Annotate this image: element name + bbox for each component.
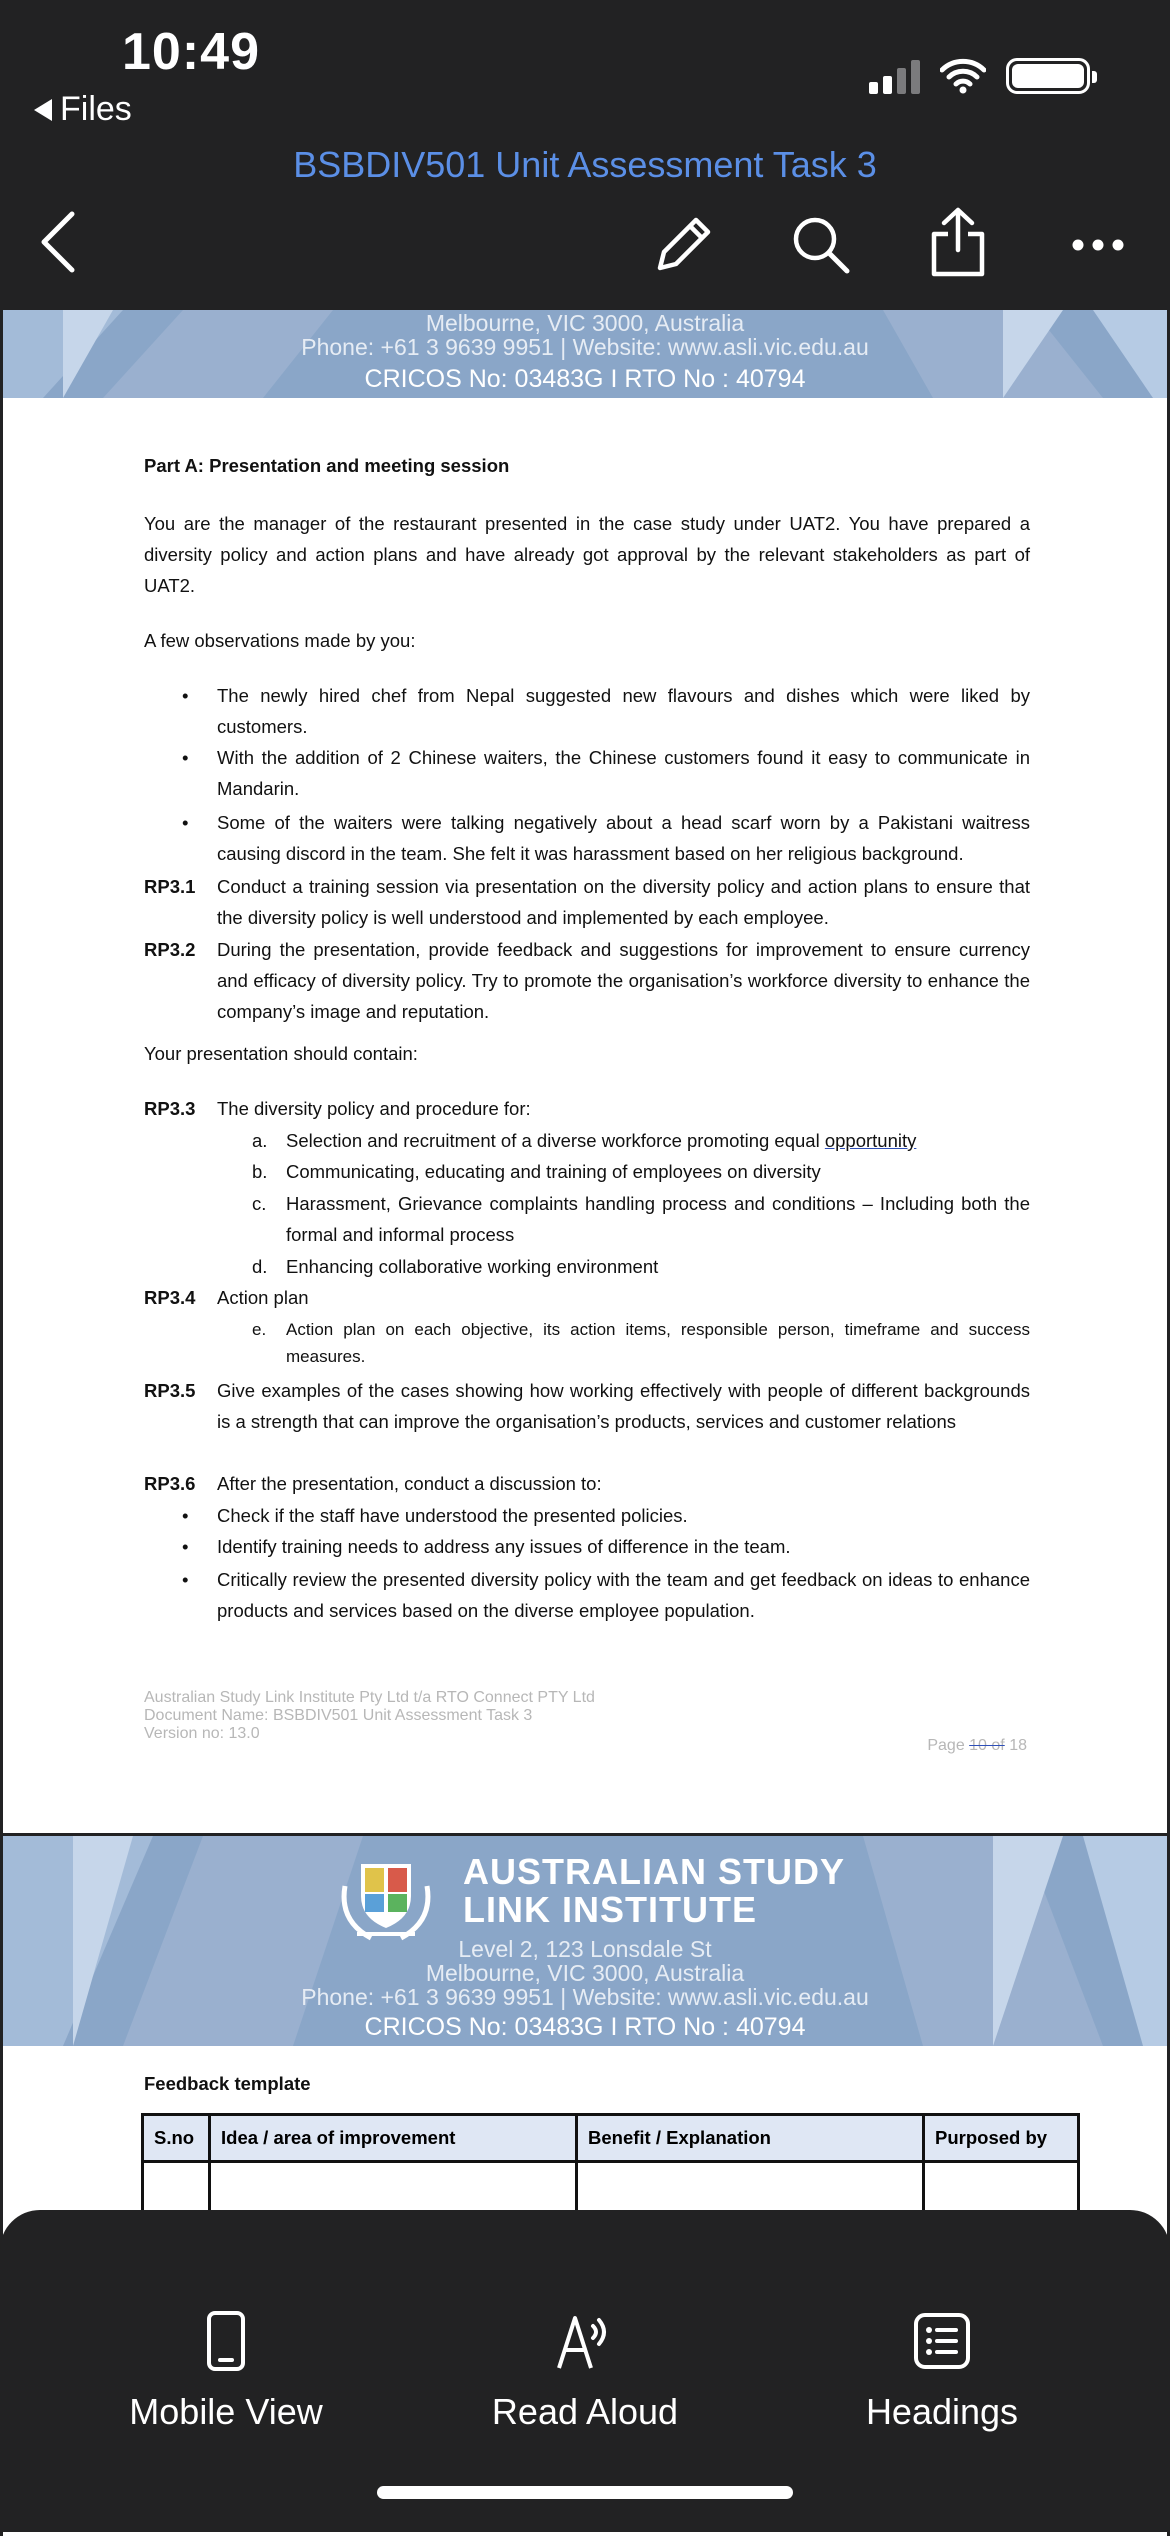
banner-cricos-line: CRICOS No: 03483G I RTO No : 40794 [364, 2013, 806, 2041]
back-triangle-icon [34, 99, 52, 121]
document-title: BSBDIV501 Unit Assessment Task 3 [293, 144, 877, 185]
mobile-view-button[interactable] [46, 2310, 406, 2433]
pencil-icon[interactable] [652, 212, 716, 276]
status-time: 10:49 [122, 23, 260, 81]
page-banner [3, 1836, 1167, 2046]
search-icon[interactable] [790, 214, 852, 276]
institute-name-line1: AUSTRALIAN STUDY [463, 1851, 845, 1892]
observations-heading: A few observations made by you: [144, 630, 416, 651]
read-aloud-icon [553, 2310, 617, 2372]
ellipsis-icon[interactable] [1072, 238, 1124, 252]
presentation-heading: Your presentation should contain: [144, 1043, 418, 1064]
top-bar [0, 0, 1170, 310]
banner-address-line: Level 2, 123 Lonsdale St [458, 1936, 712, 1962]
page-body: Part A: Presentation and meeting session You are the manager of the restaurant presented in the case study under UAT2. You have prepared a diversity policy and action plans and have already got approval by the relevant stakeholders as part of UAT2. A few observations made by you: • The newly hired chef from Nepal suggested new flavours and dishes which were liked by customers. • With the addition of 2 Chinese waiters, the Chinese customers found it easy to communicate in Mandarin. • Some of the waiters were talking negatively about a head scarf worn by a Pakistani waitress causing discord in the team. She felt it was harassment based on her religious background. RP3.1 Conduct a training session via presentation on the diversity policy and action plans to ensure that the diversity policy is well understood and implemented by each employee. RP3.2 During the presentation, provide feedback and suggestions for improvement to ensure currency and efficacy of diversity policy. Try to promote the organisation’s workforce diversity to enhance the company’s image and reputation. Your presentation should contain: RP3.3 The diversity policy and procedure for: a. Selection and recruitment of a diverse workforce promoting equal opportunity b. Communicating, educating and training of employees on diversity c. Harassment, Grievance complaints handling process and conditions – Including both the formal and informal process d. Enhancing collaborative working environment RP3.4 Action plan e. Action plan on each objective, its action items, responsible person, timeframe and success measures. RP3.5 Give examples of the cases showing how working effectively with people of different backgrounds is a strength that can improve the organisation’s products, services and customer relations RP3.6 After the presentation, conduct a discussion to: • Check if the staff have understood the presented policies. • Identify training needs to address any issues of difference in the team. • Critically review the presented diversity policy with the team and get feedback on ideas to enhance products and services based on the diverse employee population. Australian Study Link Institute Pty Ltd t/a RTO Connect PTY Ltd Document Name: BSBDIV501 Unit Assessment Task 3 Version no: 13.0 Page 10 of 18 [3, 310, 1167, 1833]
document-page[interactable] [3, 310, 1167, 1833]
headings-list-icon [912, 2310, 972, 2372]
battery-icon [1006, 58, 1090, 94]
banner-contact-line: Phone: +61 3 9639 9951 | Website: www.asli.vic.edu.au [301, 1984, 869, 2010]
headings-button[interactable] [762, 2310, 1122, 2433]
table-header: Purposed by [924, 2115, 1079, 2162]
mobile-view-label: Mobile View [129, 2391, 323, 2432]
footer-version: Version no: 13.0 [144, 1725, 260, 1742]
wifi-icon [940, 58, 986, 94]
read-aloud-label: Read Aloud [491, 2391, 679, 2432]
table-header: Idea / area of improvement [210, 2115, 577, 2162]
table-header: Benefit / Explanation [577, 2115, 924, 2162]
read-aloud-button[interactable] [405, 2310, 765, 2433]
banner-contact-line: Phone: +61 3 9639 9951 | Website: www.asli.vic.edu.au [301, 334, 869, 360]
status-icons [869, 58, 1090, 94]
footer-company: Australian Study Link Institute Pty Ltd t/a RTO Connect PTY Ltd [144, 1689, 595, 1706]
phone-icon [206, 2310, 246, 2372]
footer-doc-name: Document Name: BSBDIV501 Unit Assessment Task 3 [144, 1707, 533, 1724]
home-indicator[interactable] [377, 2486, 793, 2499]
banner-address-line: Melbourne, VIC 3000, Australia [425, 1960, 745, 1986]
feedback-heading: Feedback template [144, 2073, 311, 2094]
institute-logo-icon [331, 1846, 441, 1946]
banner-address-line: Melbourne, VIC 3000, Australia [425, 310, 745, 336]
back-to-files-label: Files [60, 90, 132, 128]
page-number: Page 10 of 18 [927, 1737, 1027, 1754]
banner-cricos-line: CRICOS No: 03483G I RTO No : 40794 [364, 365, 806, 393]
intro-paragraph: You are the manager of the restaurant presented in the case study under UAT2. You have prepared a diversity policy and action plans and have already got approval by the relevant stakeholders as part of UAT2. [144, 513, 1030, 596]
table-header-row [143, 2115, 1079, 2162]
bottom-sheet [0, 2210, 1170, 2532]
headings-label: Headings [865, 2391, 1019, 2432]
back-to-files-button[interactable] [34, 90, 132, 129]
table-header: S.no [143, 2115, 210, 2162]
chevron-left-icon[interactable] [38, 210, 78, 274]
share-icon[interactable] [928, 206, 988, 278]
cellular-signal-icon [869, 58, 920, 94]
institute-name-line2: LINK INSTITUTE [463, 1889, 757, 1930]
part-heading: Part A: Presentation and meeting session [144, 455, 510, 476]
